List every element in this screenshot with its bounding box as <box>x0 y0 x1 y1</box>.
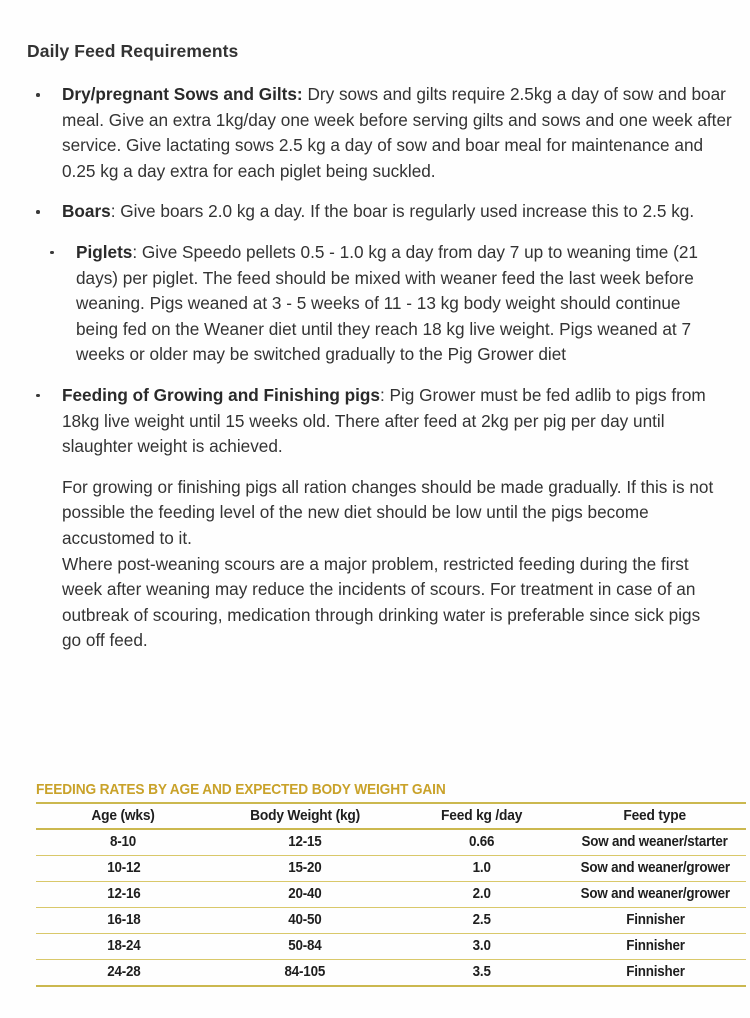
cell-feed-type <box>564 908 746 934</box>
table-row <box>36 934 746 960</box>
list-item <box>0 383 750 460</box>
bullet-text: : Pig Grower must be fed adlib to pigs from 18kg live weight until 15 weeks old. There after feed at 2kg per pig per day until slaughter weight is achieved. <box>62 384 706 457</box>
bullet-paragraph <box>62 383 734 460</box>
bullet-paragraph <box>62 199 734 225</box>
cell-age <box>36 829 211 856</box>
feeding-rates-table-section <box>36 782 746 987</box>
bullet-label: Feeding of Growing and Finishing pigs <box>62 384 380 405</box>
cell-age <box>36 856 211 882</box>
table-row <box>36 829 746 856</box>
table-row <box>36 856 746 882</box>
table-row <box>36 960 746 987</box>
cell-body-weight <box>211 856 399 882</box>
cell-feed-type <box>564 829 746 856</box>
cell-feed-type <box>564 882 746 908</box>
cell-text: 50-84 <box>288 938 322 954</box>
cell-text: 2.5 <box>472 912 491 928</box>
table-title: FEEDING RATES BY AGE AND EXPECTED BODY WEIGHT GAIN <box>36 782 446 798</box>
cell-feed-per-day <box>399 856 564 882</box>
cell-text: 18-24 <box>106 938 141 954</box>
cell-text: 40-50 <box>288 912 322 928</box>
cell-feed-type <box>564 960 746 987</box>
cell-text: 24-28 <box>106 964 141 980</box>
bullet-paragraph <box>76 240 722 368</box>
cell-text: Sow and weaner/grower <box>580 860 730 876</box>
cell-feed-per-day <box>399 960 564 987</box>
cell-feed-type <box>564 856 746 882</box>
header-text: Body Weight (kg) <box>250 808 360 824</box>
cell-text: Sow and weaner/starter <box>581 834 729 850</box>
header-text: Feed type <box>623 808 687 824</box>
cell-text: 16-18 <box>106 912 141 928</box>
content-body <box>0 82 750 654</box>
column-header-feed-type <box>564 803 746 829</box>
cell-age <box>36 908 211 934</box>
cell-text: 3.5 <box>472 964 491 980</box>
cell-feed-per-day <box>399 882 564 908</box>
column-header-age <box>36 803 211 829</box>
cell-body-weight <box>211 934 399 960</box>
cell-age <box>36 882 211 908</box>
page-title: Daily Feed Requirements <box>27 41 239 61</box>
feeding-rates-table <box>36 802 746 987</box>
cell-text: Finnisher <box>625 938 685 954</box>
cell-body-weight <box>211 829 399 856</box>
cell-text: 84-105 <box>284 964 326 980</box>
cell-age <box>36 934 211 960</box>
bullet-dot-icon <box>36 93 40 97</box>
bullet-text: : Give boars 2.0 kg a day. If the boar is regularly used increase this to 2.5 kg. <box>110 201 695 222</box>
bullet-label: Boars <box>62 201 111 222</box>
table-header-row <box>36 803 746 829</box>
list-item <box>0 82 750 184</box>
paragraph: For growing or finishing pigs all ration changes should be made gradually. If this is not possible the feeding level of the new diet should be low until the pigs become accustomed to it. <box>62 476 714 548</box>
bullet-dot-icon <box>36 210 40 214</box>
cell-text: Finnisher <box>625 912 685 928</box>
table-row <box>36 882 746 908</box>
list-item <box>0 199 750 225</box>
cell-text: 12-16 <box>106 886 141 902</box>
cell-text: Finnisher <box>625 964 685 980</box>
bullet-dot-icon <box>36 394 40 398</box>
cell-text: 3.0 <box>472 938 491 954</box>
bullet-dot-icon <box>50 251 54 255</box>
bullet-text: : Give Speedo pellets 0.5 - 1.0 kg a day from day 7 up to weaning time (21 days) per piglet. The feed should be mixed with weaner feed the last week before weaning. Pigs weaned at 3 - 5 weeks of 11 - 13 kg body weight should continue being fed on the Weaner diet until they reach 18 kg live weight. Pigs weaned at 7 weeks or older may be switched gradually to the Pig Grower diet <box>76 241 698 365</box>
cell-text: 10-12 <box>106 860 141 876</box>
header-text: Feed kg /day <box>440 808 523 824</box>
cell-text: 12-15 <box>288 834 322 850</box>
cell-feed-per-day <box>399 829 564 856</box>
cell-text: 2.0 <box>472 886 491 902</box>
cell-body-weight <box>211 908 399 934</box>
bullet-paragraph <box>62 82 734 184</box>
cell-age <box>36 960 211 987</box>
cell-text: 20-40 <box>288 886 322 902</box>
cell-text: 0.66 <box>468 834 495 850</box>
cell-text: 8-10 <box>110 834 137 850</box>
paragraph: Where post-weaning scours are a major problem, restricted feeding during the first week after weaning may reduce the incidents of scours. For treatment in case of an outbreak of scouring, medication through drinking water is preferable since sick pigs go off feed. <box>62 553 701 651</box>
column-header-body-weight <box>211 803 399 829</box>
table-row <box>36 908 746 934</box>
header-text: Age (wks) <box>91 808 156 824</box>
bullet-label: Dry/pregnant Sows and Gilts: <box>62 84 303 104</box>
cell-feed-per-day <box>399 934 564 960</box>
cell-body-weight <box>211 882 399 908</box>
list-item <box>0 240 750 368</box>
cell-text: 1.0 <box>472 860 491 876</box>
closing-paragraphs <box>0 475 750 654</box>
cell-text: Sow and weaner/grower <box>580 886 730 902</box>
bullet-label: Piglets <box>76 241 133 262</box>
cell-body-weight <box>211 960 399 987</box>
cell-feed-type <box>564 934 746 960</box>
cell-feed-per-day <box>399 908 564 934</box>
column-header-feed-per-day <box>399 803 564 829</box>
bullet-text: Dry sows and gilts require 2.5kg a day of sow and boar meal. Give an extra 1kg/day one week before serving gilts and sows and one week after service. Give lactating sows 2.5 kg a day of sow and boar meal for maintenance and 0.25 kg a day extra for each piglet being suckled. <box>62 84 732 181</box>
cell-text: 15-20 <box>288 860 322 876</box>
